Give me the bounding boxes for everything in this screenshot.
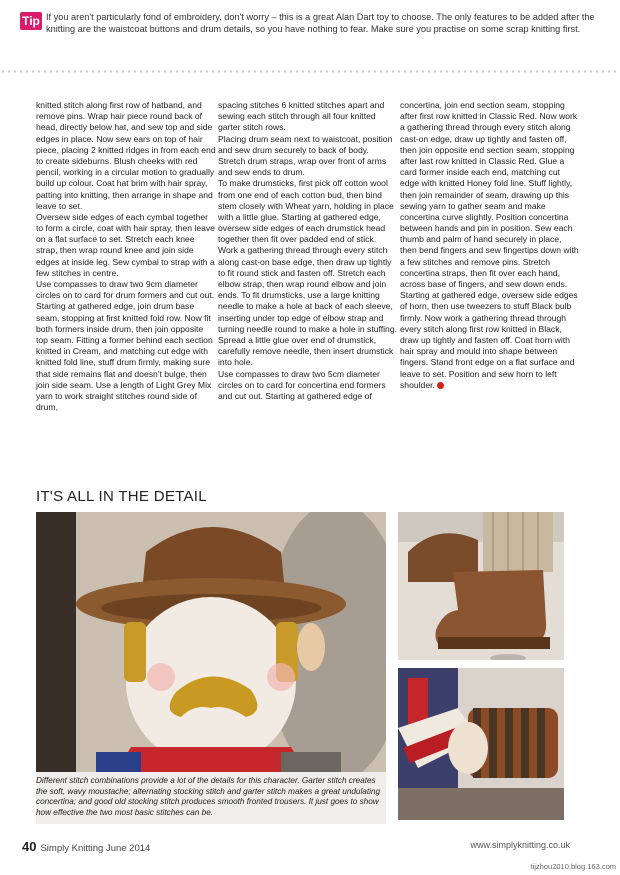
text-column-1 (36, 100, 216, 413)
tip-text: If you aren't particularly fond of embroidery, don't worry – this is a great Alan Dart toy to choose. The only features to be added after the knitting are the waistcoat buttons and drum details, so you have nothing to fear. Make sure you practise on some scrap knitting first. (46, 12, 595, 34)
paragraph: To make drumsticks, first pick off cotton wool from one end of each cotton bud, then bind stem closely with Wheat yarn, holding in place with a little glue. Starting at gathered edge, oversew side edges of each drumstick head together then fit over padded end of stick. Work a gathering thread through every stitch along cast-on base edge, then draw up tightly to fit round stick and fasten off. Stretch each elbow strap, then wrap round elbow and join ends. To fit drumsticks, use a large knitting needle to make a hole at back of each sleeve, inserting under top edge of elbow strap and turning needle round to make a hole in stuffing. Spread a little glue over end of drumstick, carefully remove needle, then insert drumstick into hole. (218, 178, 397, 368)
photo-character-face (36, 512, 386, 772)
photo-caption: Different stitch combinations provide a lot of the details for this character. Garter stitch creates the soft, wavy moustache; alternating stocking stitch and garter stitch makes a great undulating concertina; and good old stocking stitch produces smooth fronted trousers. It just goes to show how effective the two most basic stitches can be. (36, 776, 381, 817)
page-number: 40 (22, 839, 37, 854)
text-column-3 (400, 100, 580, 391)
boots-illustration (398, 512, 564, 660)
section-title: IT'S ALL IN THE DETAIL (36, 488, 207, 505)
end-mark-icon (437, 382, 444, 389)
paragraph-text: Starting at gathered edge, oversew side edges of horn, then use tweezers to stuff Black bulb firmly. Now work a gathering thread through every stitch along first row knitted in Black, draw up tightly and fasten off. Coat horn with hair spray and mould into shape between fingers. Stand front edge on a flat surface and leave to set. Position and sew horn to left shoulder. (400, 290, 578, 390)
watermark: tijzhou2010.blog.163.com (530, 862, 616, 871)
concertina-illustration (398, 668, 564, 820)
publication-name: Simply Knitting June 2014 (40, 843, 151, 854)
tip-box (20, 12, 600, 35)
paragraph: spacing stitches 6 knitted stitches apart and sewing each stitch through all four knitted garter stitch rows. (218, 100, 385, 133)
dotted-divider (0, 70, 620, 73)
photo-concertina-arm (398, 668, 564, 820)
paragraph: concertina, join end section seam, stopping after first row knitted in Classic Red. Now work a gathering thread through every stitch along cast-on edge, draw up tightly and fasten off, then join opposite end section seam, stopping after last row knitted in Classic Red. Glue a card former inside each end, matching cut edge with knitted Honey fold line. Stuff lightly, then join remainder of seam, drawing up this sewing yarn to gather seam and make concertina curve slightly. Position concertina between hands and pin in position. Sew each thumb and palm of hand securely in place, then bend fingers and sew fingertips down with a few stitches and remove pins. Stretch concertina straps, then fit over each hand, across base of fingers, and sew down ends. (400, 100, 579, 289)
tip-badge: Tip (20, 12, 42, 30)
text-column-2 (218, 100, 398, 402)
paragraph: Oversew side edges of each cymbal together to form a circle, coat with hair spray, then leave on a flat surface to set. Stretch each knee strap, then wrap round knee and join side edges at inside leg. Sew cymbal to strap with a few stitches in centre. (36, 211, 215, 278)
photo-knitted-boots (398, 512, 564, 660)
footer-url[interactable]: www.simplyknitting.co.uk (470, 840, 570, 850)
paragraph: knitted stitch along first row of hatband, and remove pins. Wrap hair piece round back of head, directly below hat, and sew top and side edges in place. Now sew ears on top of hair piece, placing 2 knitted ridges in from each end to create sideburns. Blush cheeks with red pencil, working in a circular motion to gradually build up colour. Coat hat brim with hair spray, patting into knitting, then arrange in shape and leave to set. (36, 100, 216, 211)
paragraph: Use compasses to draw two 9cm diameter circles on to card for drum formers and cut out. Starting at gathered edge, join drum base seam, stopping at first knitted fold row. Now fit both formers inside drum, then join opposite top seam. Fitting a former behind each section knitted in Cream, and matching cut edge with knitted fold line, stuff drum firmly, making sure that side remains flat and doesn't bulge, then join side seam. Use a length of Light Grey Mix yarn to work straight stitches round side of drum, (36, 279, 215, 413)
paragraph: Placing drum seam next to waistcoat, position and sew drum securely to back of body. Stretch drum straps, wrap over front of arms and sew ends to drum. (218, 133, 393, 178)
paragraph: Use compasses to draw two 5cm diameter circles on to card for concertina end formers and cut out. Starting at gathered edge of (218, 368, 386, 401)
footer-folio (22, 839, 150, 854)
paragraph (400, 290, 580, 391)
character-face-illustration (36, 512, 386, 772)
